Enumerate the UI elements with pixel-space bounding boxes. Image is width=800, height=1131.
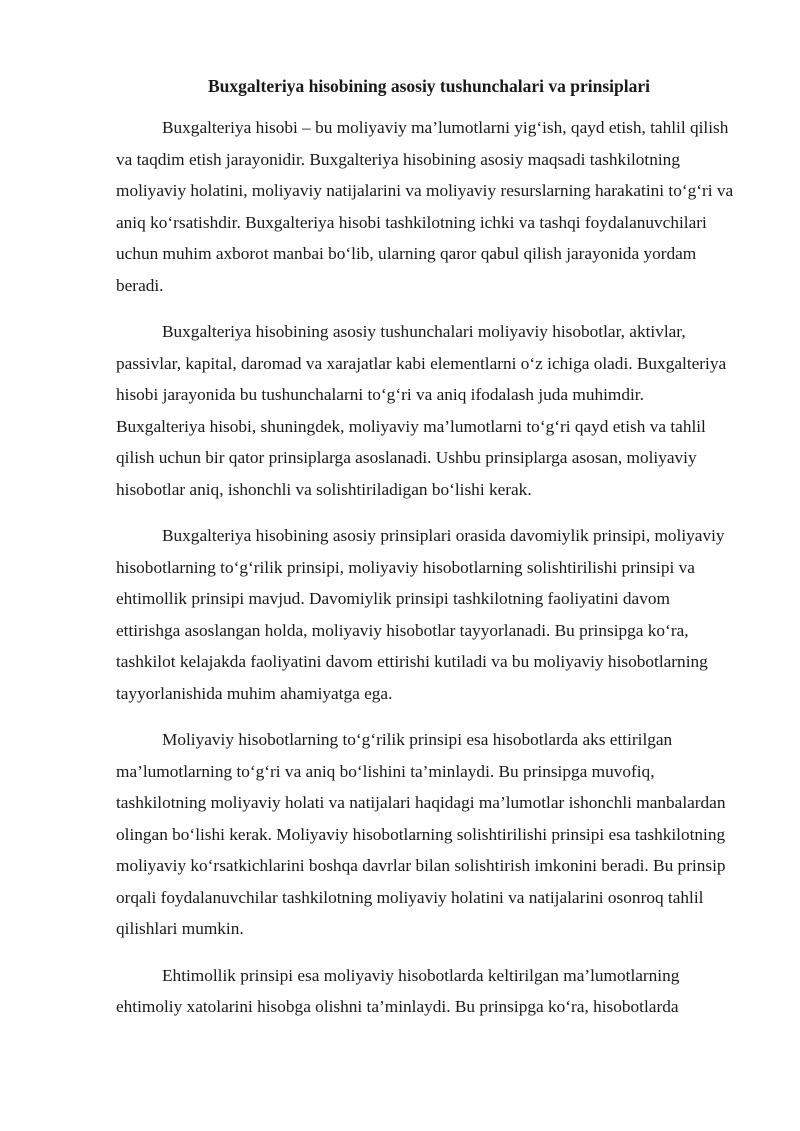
paragraph-2: Buxgalteriya hisobining asosiy tushunchalari moliyaviy hisobotlar, aktivlar, passivlar, kapital, daromad va xarajatlar kabi elementlarni o‘z ichiga oladi. Buxgalteriya hisobi jarayonida bu tushunchalarni to‘g‘ri va aniq ifodalash juda muhimdir. Buxgalteriya hisobi, shuningdek, moliyaviy ma’lumotlarni to‘g‘ri qayd etish va tahlil qilish uchun bir qator prinsiplarga asoslanadi. Ushbu prinsiplarga asosan, moliyaviy hisobotlar aniq, ishonchli va solishtiriladigan bo‘lishi kerak. [116, 322, 727, 499]
paragraph-1: Buxgalteriya hisobi – bu moliyaviy ma’lumotlarni yig‘ish, qayd etish, tahlil qilish va taqdim etish jarayonidir. Buxgalteriya hisobining asosiy maqsadi tashkilotning moliyaviy holatini, moliyaviy natijalarini va moliyaviy resurslarning harakatini to‘g‘ri va aniq ko‘rsatishdir. Buxgalteriya hisobi tashkilotning ichki va tashqi foydalanuvchilari uchun muhim axborot manbai bo‘lib, ularning qaror qabul qilish jarayonida yordam beradi. [116, 118, 734, 295]
paragraph-5: Ehtimollik prinsipi esa moliyaviy hisobotlarda keltirilgan ma’lumotlarning ehtimoliy xatolarini hisobga olishni ta’minlaydi. Bu prinsipga ko‘ra, hisobotlarda [116, 965, 680, 1016]
document-title: Buxgalteriya hisobining asosiy tushunchalari va prinsiplari [208, 76, 650, 96]
paragraph-4: Moliyaviy hisobotlarning to‘g‘rilik prinsipi esa hisobotlarda aks ettirilgan ma’lumotlarning to‘g‘ri va aniq bo‘lishini ta’minlaydi. Bu prinsipga muvofiq, tashkilotning moliyaviy holati va natijalari haqidagi ma’lumotlar ishonchli manbalardan olingan bo‘lishi kerak. Moliyaviy hisobotlarning solishtirilishi prinsipi esa tashkilotning moliyaviy ko‘rsatkichlarini boshqa davrlar bilan solishtirish imkonini beradi. Bu prinsip orqali foydalanuvchilar tashkilotning moliyaviy holatini va natijalarini osonroq tahlil qilishlari mumkin. [116, 730, 726, 938]
paragraph-3: Buxgalteriya hisobining asosiy prinsiplari orasida davomiylik prinsipi, moliyaviy hisobotlarning to‘g‘rilik prinsipi, moliyaviy hisobotlarning solishtirilishi prinsipi va ehtimollik prinsipi mavjud. Davomiylik prinsipi tashkilotning faoliyatini davom ettirishga asoslangan holda, moliyaviy hisobotlar tayyorlanadi. Bu prinsipga ko‘ra, tashkilot kelajakda faoliyatini davom ettirishi kutiladi va bu moliyaviy hisobotlarning tayyorlanishida muhim ahamiyatga ega. [116, 526, 725, 703]
document-body [116, 112, 736, 1038]
